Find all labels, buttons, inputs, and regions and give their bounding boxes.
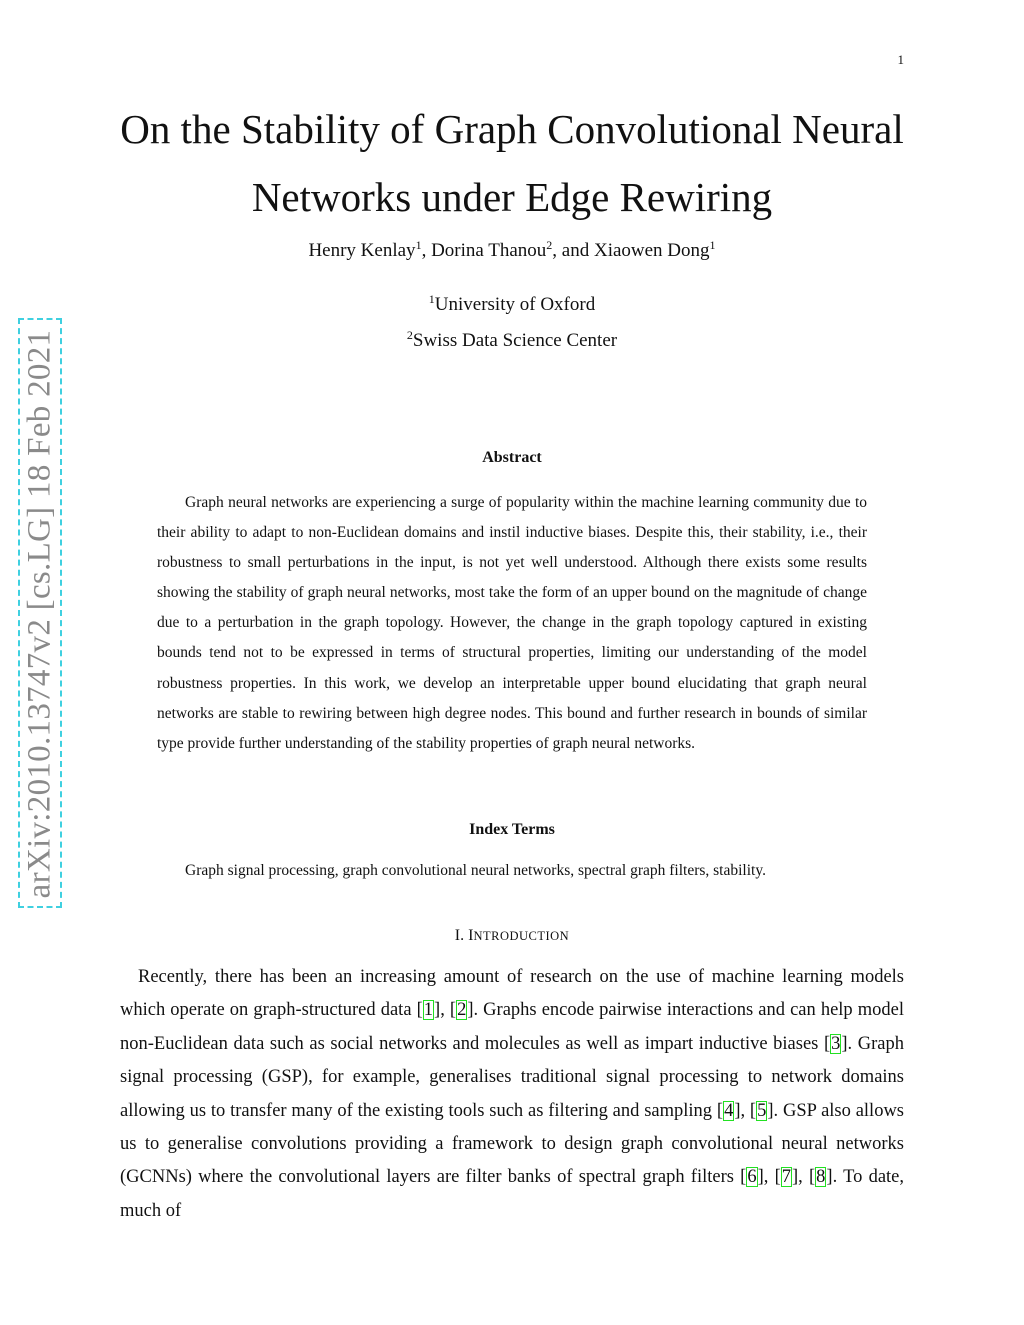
citation-link[interactable]: 7: [781, 1167, 791, 1188]
affiliation-mark: 1: [428, 292, 435, 306]
affiliation-name: University of Oxford: [434, 294, 596, 315]
affiliation-name: Swiss Data Science Center: [412, 330, 618, 351]
citation-link[interactable]: 8: [816, 1167, 826, 1188]
intro-text-run: ]. Graphs encode pairwise interactions and can help model non-Euclidean data such as social networks and molecules as well as impart inductive biases [: [120, 1000, 904, 1054]
affiliation-mark: 2: [406, 328, 413, 342]
introduction-paragraph: [120, 961, 904, 1228]
intro-text-run: Recently, there has been an increasing amount of research on the use of machine learning models which operate on graph-structured data [: [120, 967, 904, 1021]
section-heading-introduction: [0, 927, 1024, 945]
author-name: Dorina Thanou: [431, 240, 547, 261]
abstract-heading: Abstract: [482, 449, 542, 466]
affiliation-mark: 1: [709, 238, 716, 252]
intro-text-run: ], [: [434, 1000, 457, 1021]
section-title-initial: I: [468, 927, 474, 944]
citation-link[interactable]: 6: [747, 1167, 757, 1188]
intro-text-run: ], [: [757, 1167, 781, 1188]
arxiv-identifier: arXiv:2010.13747v2 [cs.LG] 18 Feb 2021: [21, 329, 58, 899]
intro-text-run: ]. GSP also allows us to generalise convolutions providing a framework to design graph convolutional neural networks (GCNNs) where the convolutional layers are filter banks of spectral graph filters [: [120, 1100, 905, 1188]
intro-text-run: ]. Graph signal processing (GSP), for example, generalises traditional signal processing to network domains allowing us to transfer many of the existing tools such as filtering and sampling [: [120, 1033, 904, 1121]
abstract-body: Graph neural networks are experiencing a surge of popularity within the machine learning community due to their ability to adapt to non-Euclidean domains and instil inductive biases. Despite this, their stability, i.e., their robustness to small perturbations in the input, is not yet well understood. Although there exists some results showing the stability of graph neural networks, most take the form of an upper bound on the magnitude of change due to a perturbation in the graph topology. However, the change in the graph topology captured in existing bounds tend not to be expressed in terms of structural properties, limiting our understanding of the model robustness properties. In this work, we develop an interpretable upper bound elucidating that graph neural networks are stable to rewiring between high degree nodes. This bound and further research in bounds of similar type provide further understanding of the stability properties of graph neural networks.: [157, 494, 867, 752]
intro-text-run: ], [: [734, 1100, 757, 1121]
intro-text-run: ]. To date, much of: [120, 1167, 905, 1221]
author-separator: ,: [421, 240, 432, 261]
affiliation: [0, 294, 1024, 316]
citation-link[interactable]: 4: [724, 1100, 734, 1121]
author-name: Xiaowen Dong: [593, 240, 710, 261]
page-number: 1: [897, 52, 904, 67]
intro-text-run: ], [: [792, 1167, 816, 1188]
paper-title: On the Stability of Graph Convolutional Neural Networks under Edge Rewiring: [120, 106, 904, 220]
citation-link[interactable]: 5: [757, 1100, 767, 1121]
affiliation: [0, 330, 1024, 352]
citation-link[interactable]: 3: [831, 1033, 841, 1054]
author-list: [0, 240, 1024, 262]
index-terms-heading: Index Terms: [469, 821, 555, 838]
affiliation-mark: 2: [546, 238, 553, 252]
citation-link[interactable]: 2: [457, 1000, 467, 1021]
author-name: Henry Kenlay: [308, 240, 416, 261]
citation-link[interactable]: 1: [423, 1000, 434, 1021]
affiliation-mark: 1: [415, 238, 422, 252]
index-terms-body: Graph signal processing, graph convolutional neural networks, spectral graph filters, stability.: [185, 862, 766, 879]
author-separator: , and: [552, 240, 594, 261]
section-title-rest: NTRODUCTION: [473, 929, 570, 943]
section-numeral: I.: [454, 927, 469, 944]
